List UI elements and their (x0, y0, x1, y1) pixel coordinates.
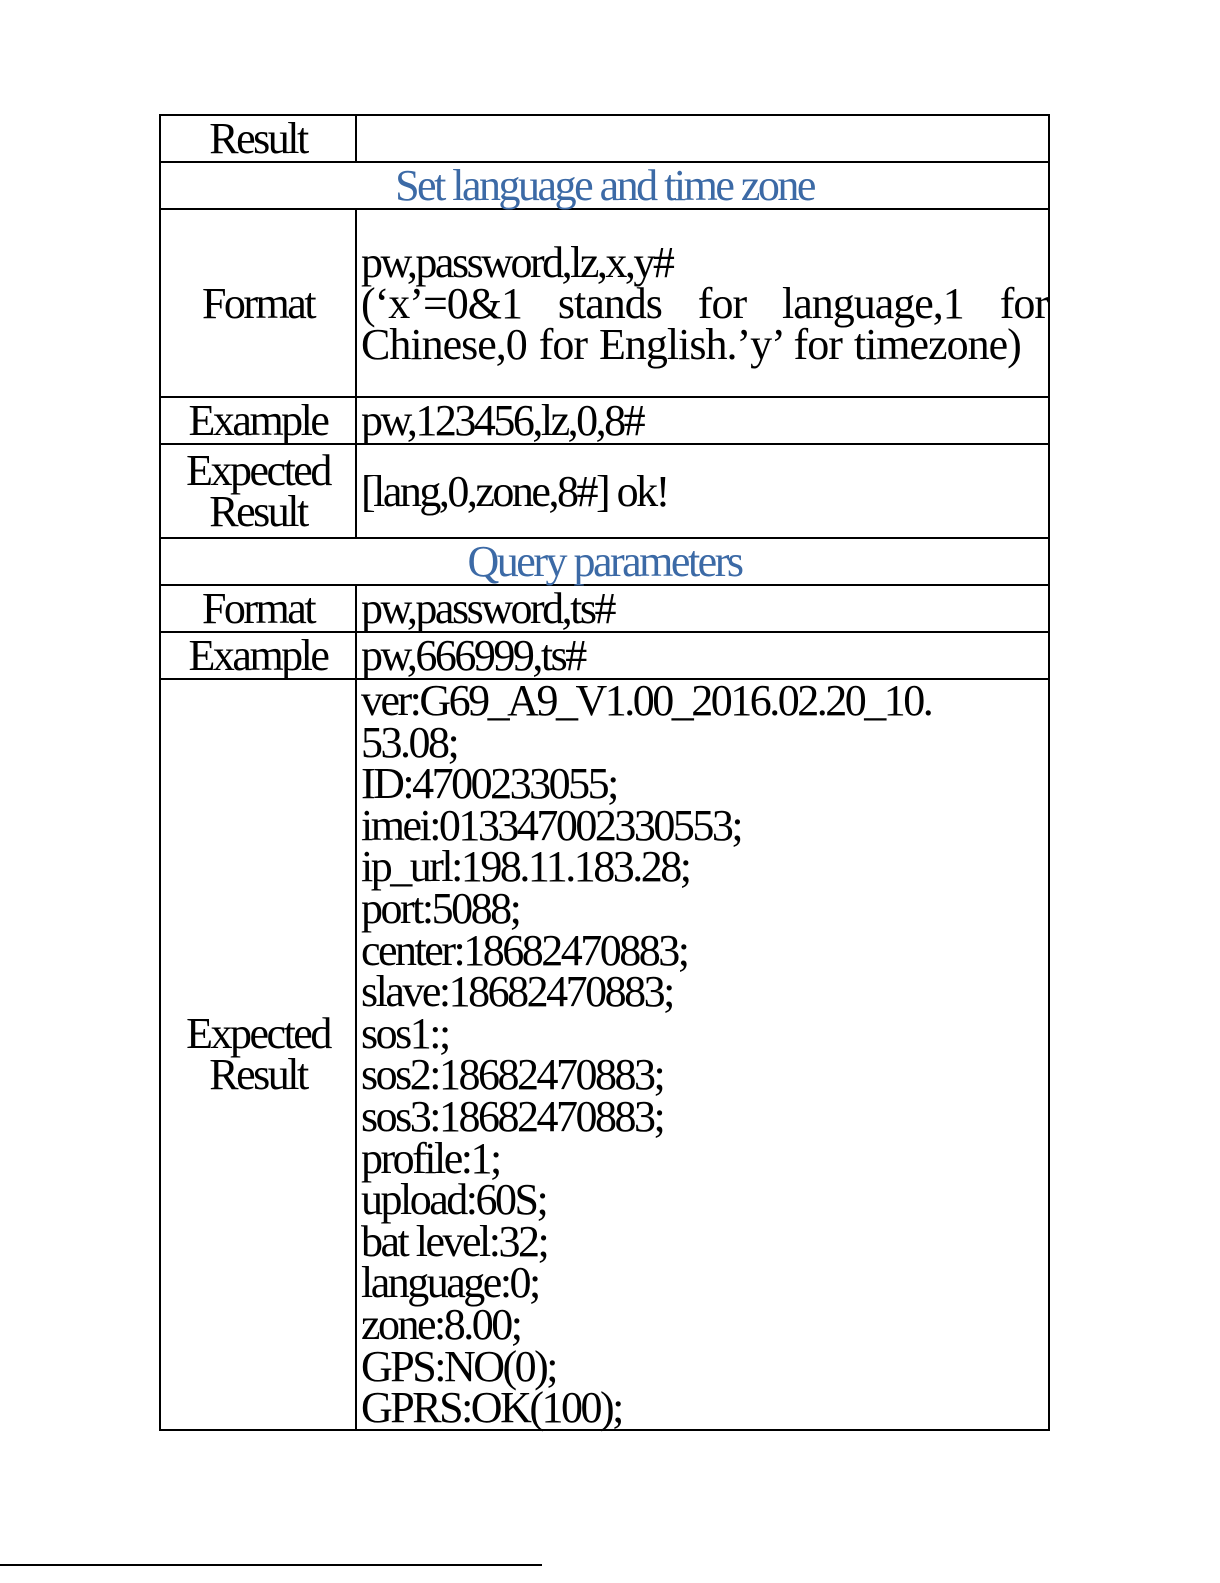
expected-label-line-1: Expected (186, 1009, 330, 1059)
result-line: sos2:18682470883; (361, 1050, 664, 1100)
table-row (160, 538, 1049, 585)
result-line: bat level:32; (361, 1216, 548, 1266)
format-label: Format (160, 209, 356, 397)
result-line: ip_url:198.11.183.28; (361, 842, 690, 892)
table-row (160, 444, 1049, 538)
table-row (160, 585, 1049, 632)
result-line: slave:18682470883; (361, 967, 673, 1017)
result-line: GPRS:OK(100); (361, 1383, 622, 1433)
section-heading-query-parameters: Query parameters (160, 538, 1049, 585)
ts-expected-value (356, 676, 1049, 1433)
lz-example-value: pw,123456,lz,0,8# (356, 397, 1049, 444)
expected-result-label (160, 444, 356, 538)
lz-expected-value: [lang,0,zone,8#] ok! (356, 444, 1049, 538)
section-heading-language-timezone: Set language and time zone (160, 162, 1049, 209)
result-line: 53.08; (361, 717, 458, 767)
result-line: center:18682470883; (361, 925, 688, 975)
table-row (160, 632, 1049, 679)
result-line: zone:8.00; (361, 1299, 521, 1349)
footnote-separator-line (0, 1564, 542, 1566)
table-row (160, 397, 1049, 444)
example-label: Example (160, 632, 356, 679)
format-value (356, 209, 1049, 397)
table-row (160, 162, 1049, 209)
result-label: Result (160, 115, 356, 162)
example-label: Example (160, 397, 356, 444)
format-label: Format (160, 585, 356, 632)
result-line: language:0; (361, 1258, 539, 1308)
result-line: GPS:NO(0); (361, 1341, 557, 1391)
ts-format-value: pw,password,ts# (356, 585, 1049, 632)
result-line: imei:013347002330553; (361, 800, 742, 850)
expected-label-line-1: Expected (186, 446, 330, 495)
result-line: port:5088; (361, 883, 520, 933)
lz-format-command: pw,password,lz,x,y# (361, 237, 673, 287)
expected-result-label (160, 679, 356, 1430)
expected-label-line-2: Result (209, 487, 307, 536)
result-value-empty (356, 115, 1049, 162)
lz-format-note: (‘x’=0&1 stands for language,1 for Chinese,0 for English.’y’ for timezone) (361, 278, 1048, 369)
ts-example-value: pw,666999,ts# (356, 632, 1049, 679)
result-line: profile:1; (361, 1133, 500, 1183)
table-row (160, 209, 1049, 397)
result-line: ver:G69_A9_V1.00_2016.02.20_10. (361, 676, 932, 725)
result-line: upload:60S; (361, 1175, 547, 1225)
expected-label-line-2: Result (209, 1050, 307, 1100)
result-line: sos1:; (361, 1008, 449, 1058)
table-row (160, 115, 1049, 162)
result-line: ID:4700233055; (361, 759, 617, 809)
result-line: sos3:18682470883; (361, 1091, 664, 1141)
command-table (159, 114, 1050, 1431)
table-row (160, 679, 1049, 1430)
